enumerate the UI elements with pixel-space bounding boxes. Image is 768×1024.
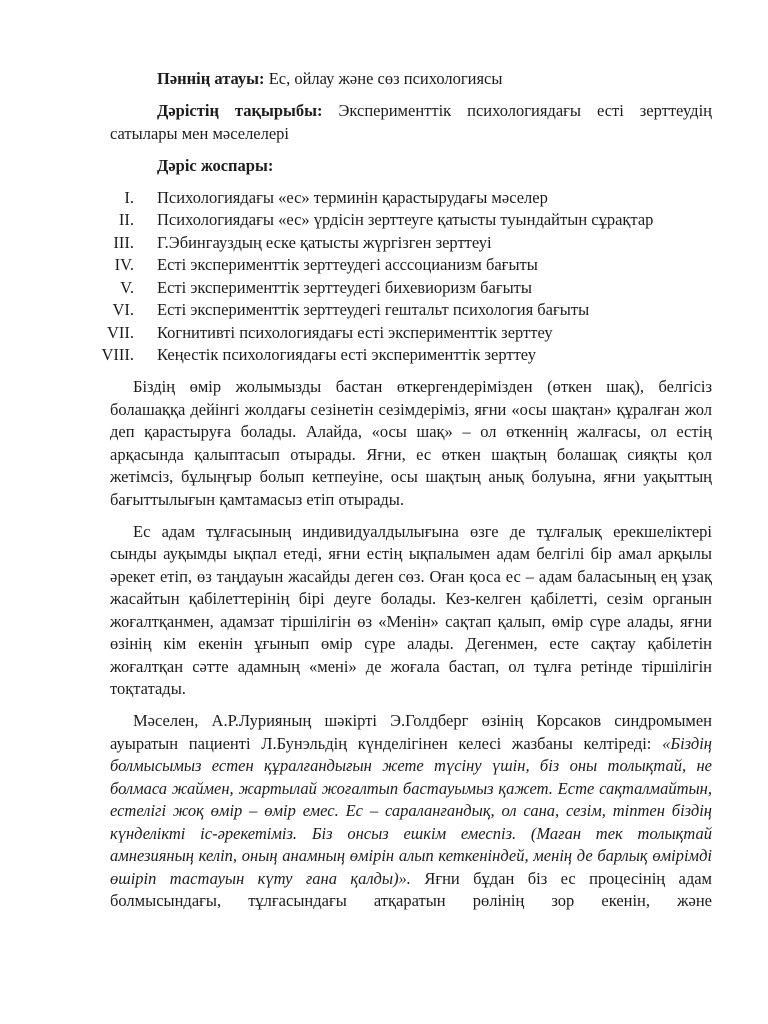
plan-item: [110, 232, 712, 255]
subject-value: Ес, ойлау және сөз психологиясы: [268, 69, 503, 88]
plan-item-number: VIII.: [101, 345, 134, 364]
document-page: [101, 68, 712, 922]
plan-item-text: Есті эксперименттік зерттеудегі бихевиоризм бағыты: [157, 277, 532, 297]
paragraph-3: [110, 710, 712, 913]
plan-item: [110, 187, 712, 210]
plan-item-text: Г.Эбингауздың еске қатысты жүргізген зерттеуі: [157, 232, 492, 252]
plan-item-number: IV.: [114, 255, 134, 274]
plan-item-text: Кеңестік психологиядағы есті эксперименттік зерттеу: [157, 345, 536, 364]
plan-item: [101, 344, 712, 367]
plan-item: [110, 299, 712, 322]
topic-value: Эксперименттік психологиядағы есті зерттеудің сатылары мен мәселелері: [110, 101, 712, 143]
subject-label: Пәннің атауы:: [157, 69, 265, 88]
subject-line: [110, 68, 712, 91]
plan-item: [110, 254, 712, 277]
paragraph-1: Біздің өмір жолымызды бастан өткергендерімізден (өткен шақ), белгісіз болашаққа дейінгі жолдағы сезінетін сезімдеріміз, яғни «осы шақтан» құралған жол деп қарастыруға болады. Алайда, «осы шақ» – ол өткеннің жалғасы, ол естің арқасында қалыптасып отырады. Яғни, ес өткен шақтың болашақ сияқты қол жетімсіз, бұлыңғыр болып кетпеуіне, осы шақтың анық болуына, яғни уақыттың бағыттылығын қамтамасыз етіп отырады.: [110, 377, 712, 509]
topic-label: Дәрістің тақырыбы:: [157, 101, 323, 120]
plan-item-text: Когнитивті психологиядағы есті эксперименттік зерттеу: [157, 322, 553, 342]
plan-item-number: III.: [113, 232, 134, 252]
plan-item-text: Психологиядағы «ес» терминін қарастырудағы мәселер: [157, 187, 548, 207]
plan-heading: [110, 155, 712, 178]
plan-item-text: Психологиядағы «ес» үрдісін зерттеуге қатысты туындайтын сұрақтар: [157, 210, 654, 229]
plan-item: [110, 277, 712, 300]
lecture-plan-list: [101, 187, 712, 367]
plan-item-number: VI.: [112, 300, 134, 319]
plan-item-number: I.: [124, 187, 134, 207]
topic-line: [110, 100, 712, 145]
paragraph-3-continuation: Яғни бұдан біз ес процесінің адам болмысындағы, тұлғасындағы атқаратын рөлінің зор екенін, және: [110, 868, 712, 910]
paragraph-3-intro: Мәселен, А.Р.Лурияның шәкірті Э.Голдберг өзінің Корсаков синдромымен ауыратын пациенті Л.Бунэльдің күнделігінен келесі жазбаны келтіреді:: [110, 711, 712, 753]
plan-item-number: V.: [120, 277, 134, 297]
plan-item: [110, 209, 712, 232]
plan-title: Дәріс жоспары:: [157, 155, 274, 175]
plan-item: [106, 322, 712, 345]
patient-diary-quote: «Біздің болмысымыз естен құралғандығын жете түсіну үшін, біз оны толықтай, не болмаса жаймен, жартылай жоғалтып бастауымыз қажет. Есте сақталмайтын, естелігі жоқ өмір – өмір емес. Ес – сараланғандық, ол сана, сезім, тіптен біздің күнделікті іс-әрекетіміз. Біз онсыз ешкім емеспіз. (Маған тек толықтай амнезияның келіп, оның анамның өмірін алып кеткеніндей, менің де барлық өмірімді өшіріп тастауын күту ғана қалды)».: [110, 733, 712, 888]
plan-item-number: VII.: [106, 322, 134, 342]
plan-item-text: Есті эксперименттік зерттеудегі асссоцианизм бағыты: [157, 255, 538, 274]
plan-item-number: II.: [118, 210, 134, 229]
paragraph-2: Ес адам тұлғасының индивидуалдылығына өзге де тұлғалық ерекшеліктері сынды ауқымды ықпал етеді, яғни естің ықпалымен адам белгілі бір амал арқылы әрекет етіп, өз таңдауын жасайды деген сөз. Оған қоса ес – адам баласының ең ұзақ жасайтын қабілеттерінің бірі деуге болады. Кез-келген қабілетті, сезім органын жоғалтқанмен, адамзат тіршілігін өз «Менін» сақтап қалып, өмір сүре алады, яғни өзінің кім екенін ұғынып өмір сүре алады. Дегенмен, есте сақтау қабілетін жоғалтқан сәтте адамның «мені» де жоғала бастап, ол тұлға ретінде тіршілігін тоқтатады.: [110, 521, 712, 698]
plan-item-text: Есті эксперименттік зерттеудегі гештальт психология бағыты: [157, 300, 590, 319]
